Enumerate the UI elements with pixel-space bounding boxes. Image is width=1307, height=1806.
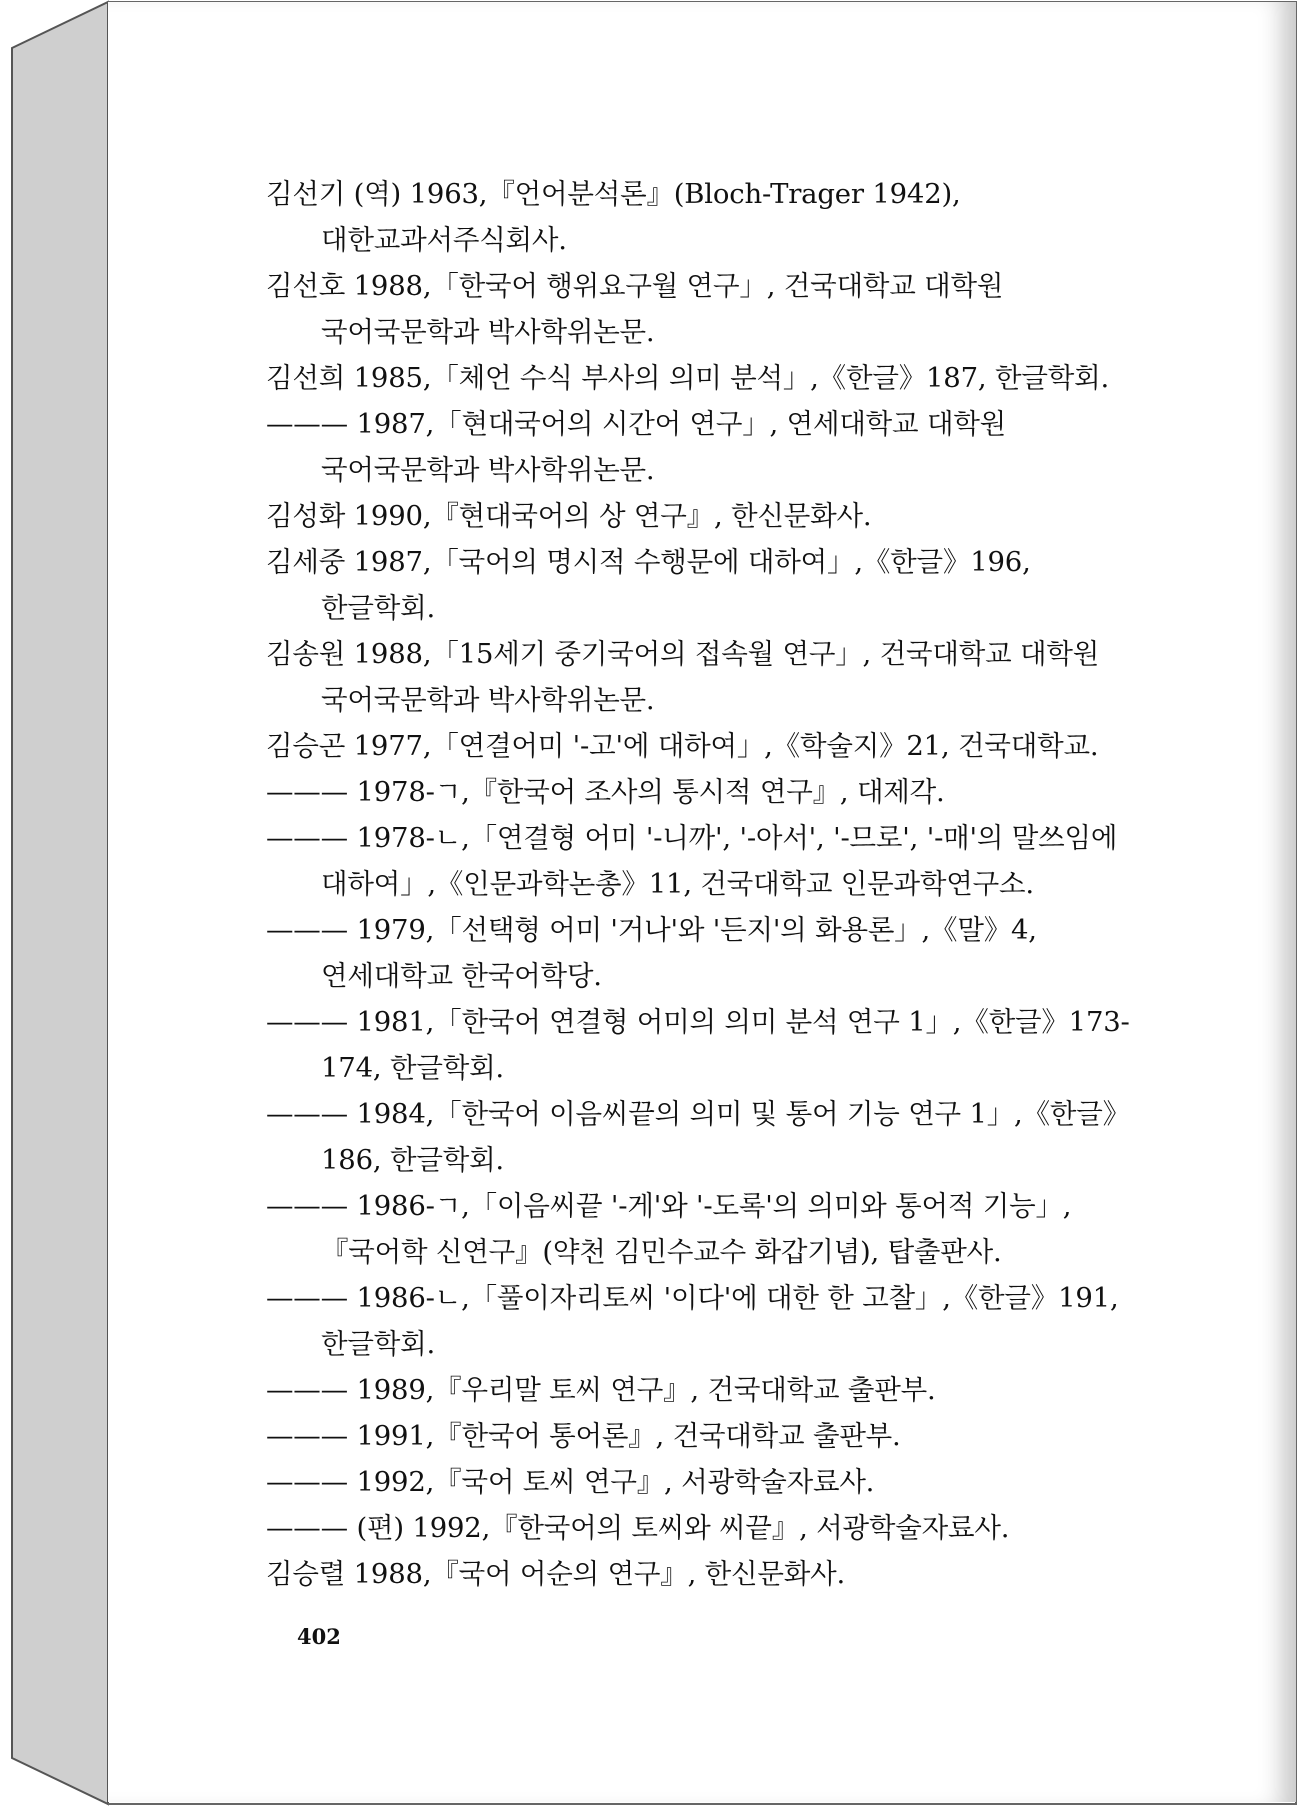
reference-entry: ——— 1992,『국어 토씨 연구』, 서광학술자료사. [266,1466,875,1498]
page-number: 402 [297,1624,341,1649]
reference-entry: 김선기 (역) 1963,『언어분석론』(Bloch-Trager 1942), 대한교과서주식회사. [266,178,961,256]
reference-entry: ——— 1986-ㄴ,「풀이자리토씨 '이다'에 대한 한 고찰」,《한글》191, 한글학회. [266,1282,1119,1360]
reference-entry: ——— 1981,「한국어 연결형 어미의 의미 분석 연구 1」,《한글》173-174, 한글학회. [266,1006,1130,1084]
reference-entry: ——— (편) 1992,『한국어의 토씨와 씨끝』, 서광학술자료사. [266,1512,1010,1544]
reference-entry: ——— 1979,「선택형 어미 '거나'와 '든지'의 화용론」,《말》4, 연세대학교 한국어학당. [266,914,1037,992]
reference-entry: 김승곤 1977,「연결어미 '-고'에 대하여」,《학술지》21, 건국대학교. [266,730,1099,762]
reference-entry: 김선호 1988,「한국어 행위요구월 연구」, 건국대학교 대학원 국어국문학과 박사학위논문. [266,270,1004,348]
reference-entry: 김세중 1987,「국어의 명시적 수행문에 대하여」,《한글》196, 한글학회. [266,546,1031,624]
book-page [108,2,1296,1802]
reference-entry: 김승렬 1988,『국어 어순의 연구』, 한신문화사. [266,1558,846,1590]
reference-entry: 김송원 1988,「15세기 중기국어의 접속월 연구」, 건국대학교 대학원 국어국문학과 박사학위논문. [266,638,1100,716]
reference-entry: ——— 1986-ㄱ,「이음씨끝 '-게'와 '-도록'의 의미와 통어적 기능」,『국어학 신연구』(약천 김민수교수 화갑기념), 탑출판사. [266,1190,1072,1268]
reference-entry: ——— 1989,『우리말 토씨 연구』, 건국대학교 출판부. [266,1374,936,1406]
reference-entry: ——— 1984,「한국어 이음씨끝의 의미 및 통어 기능 연구 1」,《한글》186, 한글학회. [266,1098,1130,1176]
reference-entry: ——— 1978-ㄱ,『한국어 조사의 통시적 연구』, 대제각. [266,776,945,808]
reference-list [266,171,1146,1597]
reference-entry: ——— 1991,『한국어 통어론』, 건국대학교 출판부. [266,1420,901,1452]
reference-entry: ——— 1978-ㄴ,「연결형 어미 '-니까', '-아서', '-므로', '-매'의 말쓰임에 대하여」,《인문과학논총》11, 건국대학교 인문과학연구소. [266,822,1118,900]
reference-entry: 김성화 1990,『현대국어의 상 연구』, 한신문화사. [266,500,872,532]
reference-entry: 김선희 1985,「체언 수식 부사의 의미 분석」,《한글》187, 한글학회. [266,362,1109,394]
reference-entry: ——— 1987,「현대국어의 시간어 연구」, 연세대학교 대학원 국어국문학과 박사학위논문. [266,408,1007,486]
